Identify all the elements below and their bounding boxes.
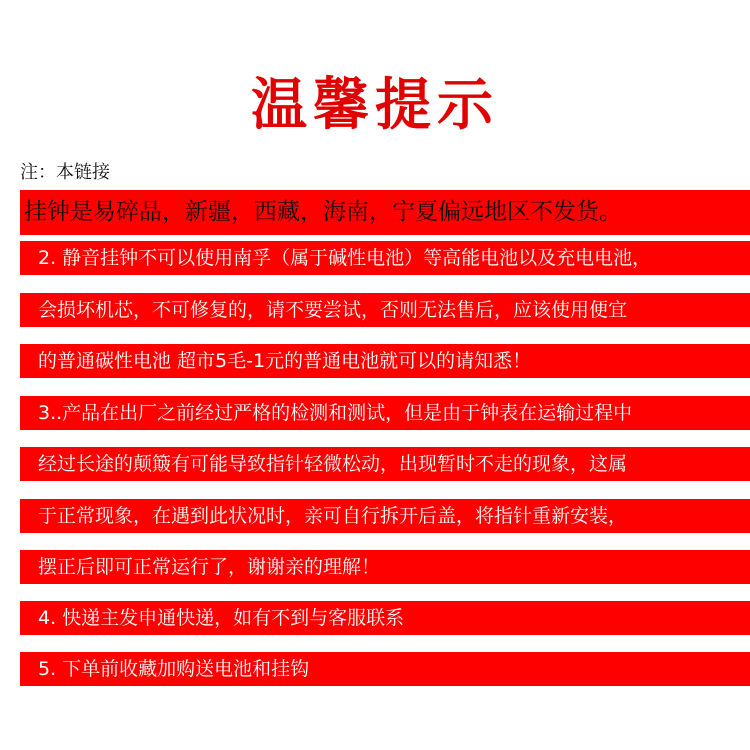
notice-line: 摆正后即可正常运行了，谢谢亲的理解！	[20, 550, 750, 584]
notice-line: 4. 快递主发申通快递，如有不到与客服联系	[20, 601, 750, 635]
shipping-restriction-banner: 挂钟是易碎品，新疆，西藏，海南，宁夏偏远地区不发货。	[20, 190, 750, 235]
notice-line: 于正常现象，在遇到此状况时，亲可自行拆开后盖，将指针重新安装，	[20, 499, 750, 533]
notice-line: 经过长途的颠簸有可能导致指针轻微松动，出现暂时不走的现象，这属	[20, 447, 750, 481]
notice-line: 3..产品在出厂之前经过严格的检测和测试，但是由于钟表在运输过程中	[20, 396, 750, 430]
notice-line: 的普通碳性电池 超市5毛-1元的普通电池就可以的请知悉！	[20, 344, 750, 378]
note-label: 注：本链接	[20, 162, 110, 183]
notice-line: 5. 下单前收藏加购送电池和挂钩	[20, 652, 750, 686]
page-title: 温馨提示	[251, 72, 499, 138]
notice-line: 会损坏机芯，不可修复的，请不要尝试，否则无法售后，应该使用便宜	[20, 293, 750, 327]
notice-line: 2. 静音挂钟不可以使用南孚（属于碱性电池）等高能电池以及充电电池，	[20, 241, 750, 275]
